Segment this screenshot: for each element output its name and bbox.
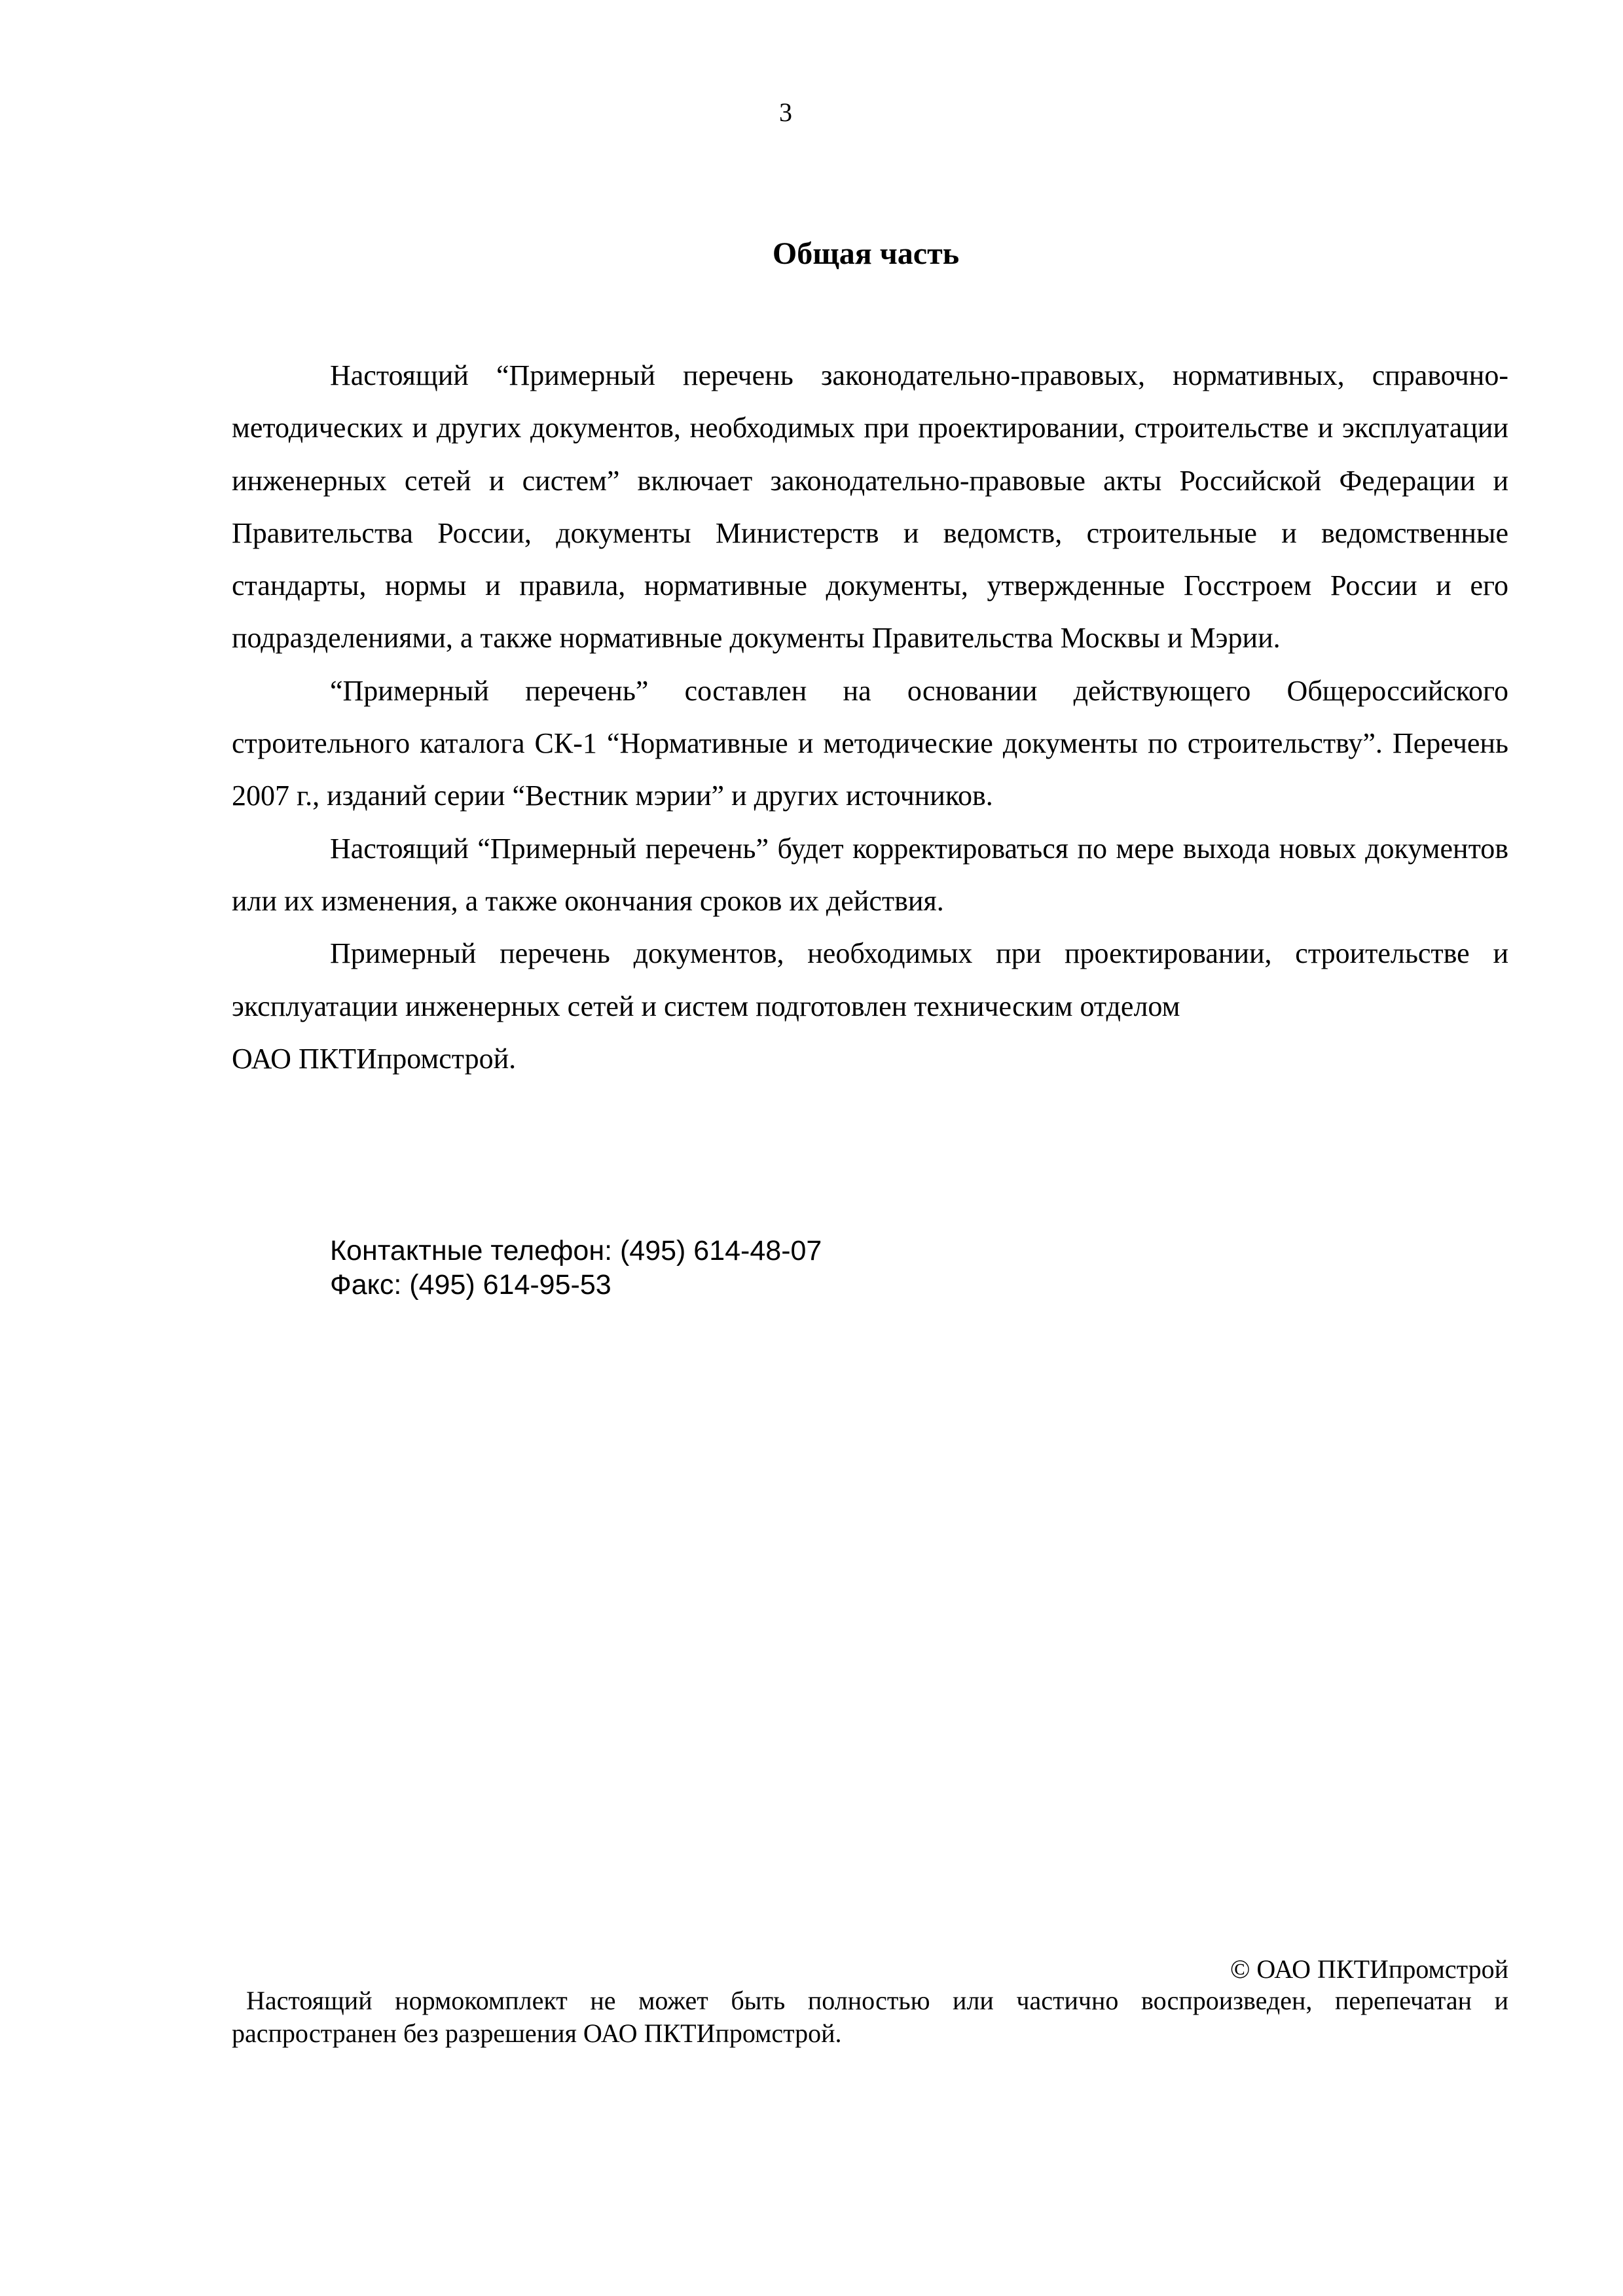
disclaimer [232, 1984, 1508, 2050]
contacts-block [330, 1234, 822, 1302]
paragraph-prepared-by: Примерный перечень документов, необходимых при проектировании, строительстве и эксплуатации инженерных сетей и систем подготовлен техническим отделом [232, 937, 1508, 1022]
contact-phone: Контактные телефон: (495) 614-48-07 [330, 1235, 822, 1266]
contact-fax: Факс: (495) 614-95-53 [330, 1269, 611, 1300]
paragraph-sources: “Примерный перечень” составлен на основании действующего Общероссийского строительного каталога СК-1 “Нормативные и методические документы по строительству”. Перечень 2007 г., изданий серии “Вестник мэрии” и других источников. [232, 674, 1508, 812]
page-number: 3 [779, 98, 792, 127]
section-heading: Общая часть [772, 236, 960, 271]
paragraph-organization: ОАО ПКТИпромстрой. [232, 1042, 517, 1075]
paragraph-updates: Настоящий “Примерный перечень” будет корректироваться по мере выхода новых документов или их изменения, а также окончания сроков их действия. [232, 832, 1508, 917]
paragraph-scope: Настоящий “Примерный перечень законодательно-правовых, нормативных, справочно-методических и других документов, необходимых при проектировании, строительстве и эксплуатации инженерных сетей и систем” включает законодательно-правовые акты Российской Федерации и Правительства России, документы Министерств и ведомств, строительные и ведомственные стандарты, нормы и правила, нормативные документы, утвержденные Госстроем России и его подразделениями, а также нормативные документы Правительства Москвы и Мэрии. [232, 359, 1508, 655]
copyright-notice: © ОАО ПКТИпромстрой [1230, 1954, 1508, 1984]
disclaimer-text: Настоящий нормокомплект не может быть полностью или частично воспроизведен, перепечатан и распространен без разрешения ОАО ПКТИпромстрой. [232, 1986, 1508, 2048]
body-text [232, 350, 1508, 1085]
